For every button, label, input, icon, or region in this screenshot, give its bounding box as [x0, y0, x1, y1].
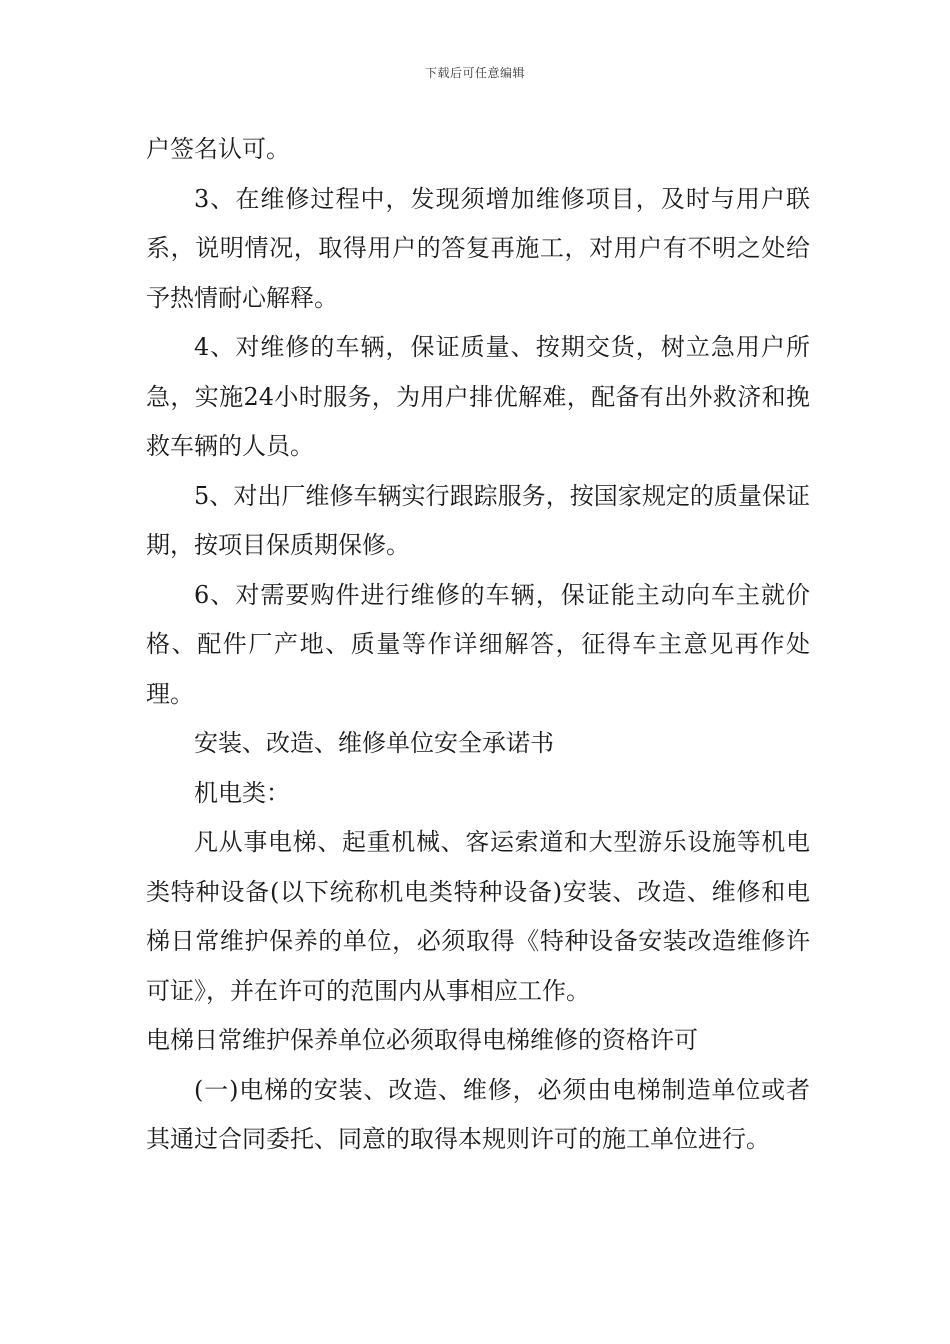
paragraph: 5、对出厂维修车辆实行跟踪服务，按国家规定的质量保证期，按项目保质期保修。	[146, 481, 810, 559]
paragraph: 电梯日常维护保养单位必须取得电梯维修的资格许可	[146, 1026, 698, 1054]
document-body	[146, 125, 810, 1165]
paragraph: 凡从事电梯、起重机械、客运索道和大型游乐设施等机电类特种设备(以下统称机电类特种设备)安装、改造、维修和电梯日常维护保养的单位，必须取得《特种设备安装改造维修许可证》，并在许可的范围内从事相应工作。	[146, 828, 810, 1005]
paragraph: 3、在维修过程中，发现须增加维修项目，及时与用户联系，说明情况，取得用户的答复再施工，对用户有不明之处给予热情耐心解释。	[146, 184, 810, 312]
page-header: 下载后可任意编辑	[424, 66, 525, 80]
paragraph: 6、对需要购件进行维修的车辆，保证能主动向车主就价格、配件厂产地、质量等作详细解答，征得车主意见再作处理。	[146, 580, 810, 708]
section-subtitle: 机电类：	[194, 778, 290, 807]
paragraph: 4、对维修的车辆，保证质量、按期交货，树立急用户所急，实施24小时服务，为用户排优解难，配备有出外救济和挽救车辆的人员。	[146, 333, 810, 460]
paragraph: 户签名认可。	[146, 135, 290, 163]
paragraph: (一)电梯的安装、改造、维修，必须由电梯制造单位或者其通过合同委托、同意的取得本规则许可的施工单位进行。	[146, 1075, 810, 1153]
section-title: 安装、改造、维修单位安全承诺书	[194, 729, 554, 757]
